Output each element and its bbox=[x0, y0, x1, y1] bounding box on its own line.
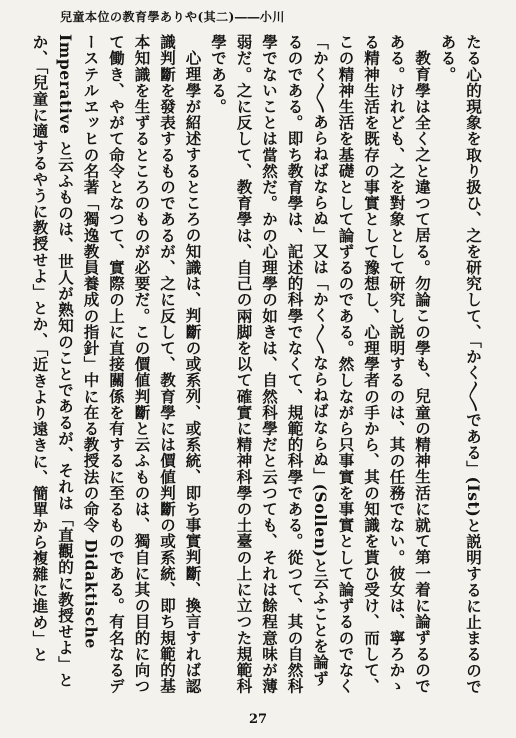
body-text bbox=[30, 34, 486, 696]
paragraph: たる心的現象を取り扱ひ、之を研究して、「かく〳〵である」(Ist)と説明するに止まるのである。 bbox=[438, 34, 483, 695]
running-header: 兒童本位の教育學ありや(其二)――小川 bbox=[60, 10, 285, 24]
paragraph: 心理學が紹述するところの知識は、判斷の或系列、或系統、即ち事實判斷、換言すれば認識判斷を發表するものであるが、之に反して、教育學には價値判斷の或系統、即ち規範的基本知識を生ずるところのものが必要だ。この價値判斷と云ふものは、獨自に其の目的に向つて働き、やがて命令となつて、實際の上に直接關係を有するに至るものである。有名なるデーステルヱッヒの名著「獨逸教員養成の指針」中に在る教授法の命令 Didaktische Imperative と云ふものは、世人が熟知のことであるが、それは「直觀的に教授せよ」とか、「兒童に適するやうに教授せよ」とか、「近きより遠きに、簡單から複雜に進め」と bbox=[30, 34, 203, 695]
paragraph: 教育學は全く之と違つて居る。勿論この學も、兒童の精神生活に就て第一着に論ずるのである。けれども、之を對象として研究し説明するのは、其の任務でない。彼女は、寧ろかゝる精神生活を既存の事實として豫想し、心理學者の手から、其の知識を貰ひ受け、而して、この精神生活を基礎として論ずるのである。然しながら只事實を事實として論ずるのでなく「かく〳〵あらねばならぬ」又は「かく〳〵ならねばならぬ」(Sollen)と云ふことを論ずるのである。即ち教育學は、記述的科學でなくて、規範的科學である。從つて、其の自然科學でないことは當然だ。かの心理學の如きは、自然科學だと云つても、それは餘程意味が薄弱だ。之に反して、教育學は、自己の兩脚を以て確實に精神科學の土臺の上に立つた規範科學である。 bbox=[209, 34, 432, 695]
page-number: 27 bbox=[248, 712, 268, 727]
